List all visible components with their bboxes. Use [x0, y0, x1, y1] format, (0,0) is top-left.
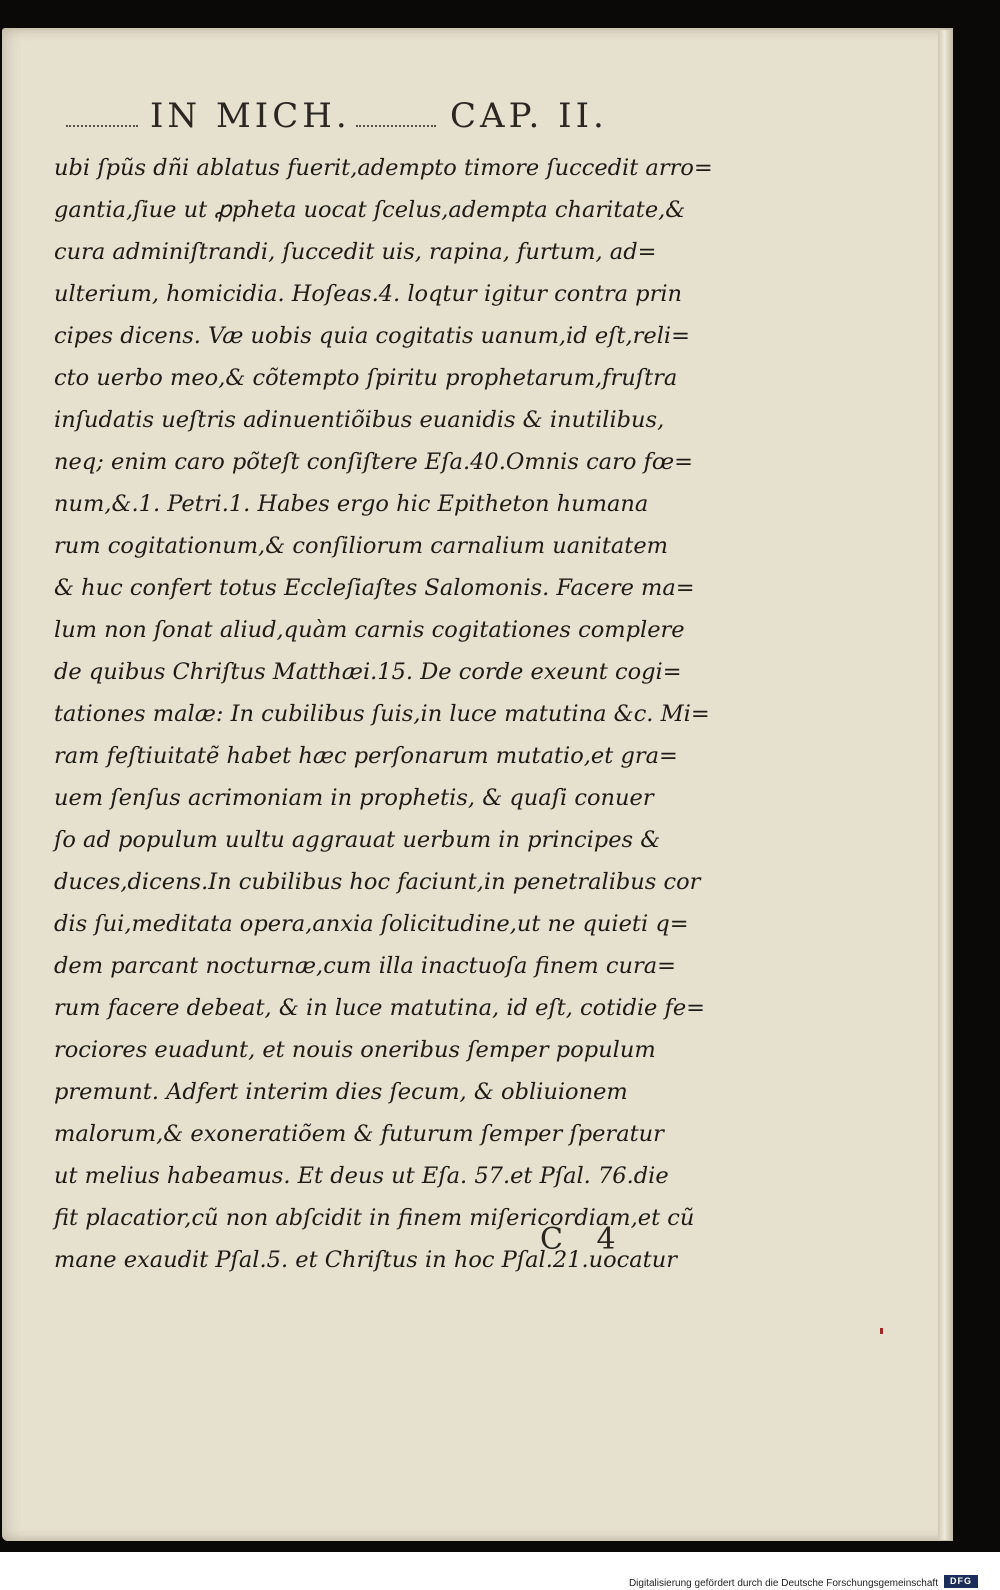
text-line: malorum,& exoneratiõem & futurum ſemper ſperatur [54, 1121, 664, 1147]
text-line: rum facere debeat, & in luce matutina, id eſt, cotidie fe= [54, 995, 706, 1021]
text-line: ſo ad populum uultu aggrauat uerbum in principes & [54, 827, 661, 853]
funding-credit: Digitalisierung gefördert durch die Deutsche Forschungsgemeinschaft [628, 1578, 938, 1589]
signature-mark: C 4 [540, 1222, 628, 1257]
text-line: dis ſui,meditata opera,anxia ſolicitudine,ut ne quieti q= [54, 911, 689, 937]
text-line: ubi ſpũs dñi ablatus fuerit,adempto timore ſuccedit arro= [54, 155, 713, 181]
text-line: cipes dicens. Væ uobis quia cogitatis uanum,id eſt,reli= [54, 323, 690, 349]
text-line: ut melius habeamus. Et deus ut Eſa. 57.et Pſal. 76.die [54, 1163, 669, 1189]
page-edge [938, 30, 954, 1540]
text-line: dem parcant nocturnæ,cum illa inactuoſa finem cura= [54, 953, 677, 979]
text-line: cto uerbo meo,& cõtempto ſpiritu prophetarum,fruſtra [54, 365, 678, 391]
header-rule-left [66, 125, 138, 129]
text-line: uem ſenſus acrimoniam in prophetis, & quaſi conuer [54, 785, 654, 811]
text-line: & huc confert totus Eccleſiaſtes Salomonis. Facere ma= [54, 575, 695, 601]
text-line: inſudatis ueſtris adinuentiõibus euanidis & inutilibus, [54, 407, 665, 433]
dfg-logo-icon: DFG [944, 1575, 978, 1588]
text-line: tationes malæ: In cubilibus ſuis,in luce matutina &c. Mi= [54, 701, 710, 727]
ink-spot [880, 1328, 883, 1334]
text-line: neq; enim caro põteſt conſiſtere Eſa.40.Omnis caro fœ= [54, 449, 693, 475]
running-head-chapter: CAP. II. [450, 96, 608, 136]
text-line: gantia,ſiue ut ꝓpheta uocat ſcelus,adempta charitate,& [54, 197, 686, 223]
running-head-book: IN MICH. [150, 96, 351, 136]
text-line: lum non ſonat aliud,quàm carnis cogitationes complere [54, 617, 685, 643]
text-line: cura adminiſtrandi, ſuccedit uis, rapina, furtum, ad= [54, 239, 657, 265]
text-line: rum cogitationum,& conſiliorum carnalium uanitatem [54, 533, 668, 559]
text-line: fit placatior,cũ non abſcidit in finem miſericordiam,et cũ [54, 1205, 695, 1231]
text-line: premunt. Adfert interim dies ſecum, & obliuionem [54, 1079, 628, 1105]
text-line: duces,dicens.In cubilibus hoc faciunt,in penetralibus cor [54, 869, 701, 895]
text-line: ulterium, homicidia. Hoſeas.4. loqtur igitur contra prin [54, 281, 683, 307]
text-line: de quibus Chriſtus Matthæi.15. De corde exeunt cogi= [54, 659, 682, 685]
scan-margin [953, 28, 1000, 1552]
text-line: mane exaudit Pſal.5. et Chriſtus in hoc Pſal.21.uocatur [54, 1247, 677, 1273]
body-text [54, 147, 724, 1281]
header-rule-middle [356, 125, 436, 129]
text-line: rociores euadunt, et nouis oneribus ſemper populum [54, 1037, 656, 1063]
text-line: ram feſtiuitatẽ habet hæc perſonarum mutatio,et gra= [54, 743, 678, 769]
text-line: num,&.1. Petri.1. Habes ergo hic Epitheton humana [54, 491, 649, 517]
